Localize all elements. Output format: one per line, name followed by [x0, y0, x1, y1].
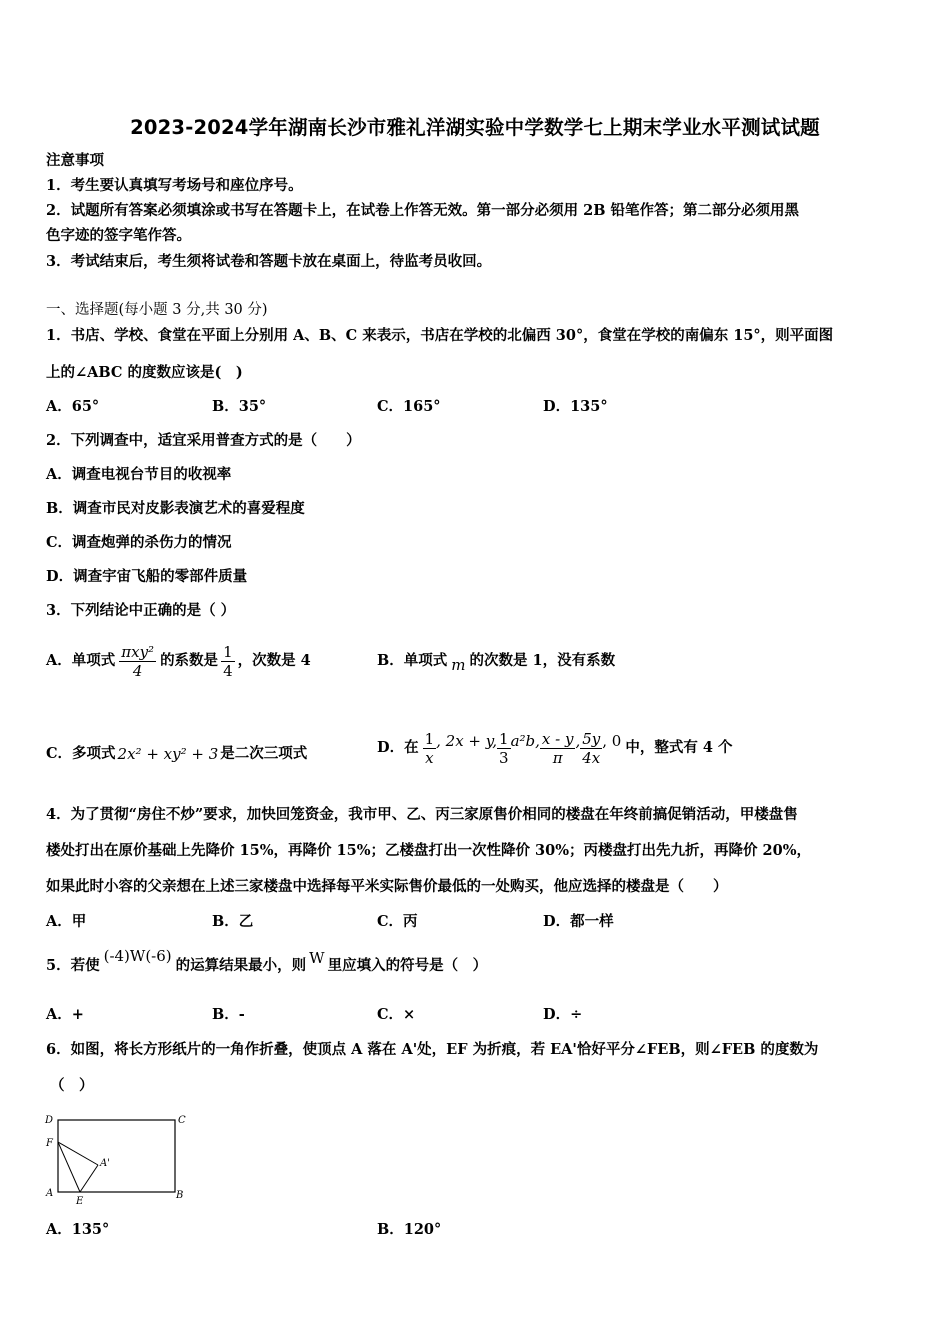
label-a-prime: A'	[100, 1158, 110, 1169]
q2-option-a: A．调查电视台节目的收视率	[46, 466, 232, 483]
fraction-numerator: 1	[223, 642, 233, 661]
fraction-numerator: πxy²	[121, 642, 155, 661]
q5-symbol: W	[309, 949, 325, 967]
fraction-denominator: π	[552, 748, 563, 767]
q2-option-d: D．调查宇宙飞船的零部件质量	[46, 568, 248, 585]
q3-option-d: D．在 $\frac{1}{x}$ , 2x + y, $\frac{1}{3}$ a²b, $\frac{x - y}{\pi}$ , $\frac{5y}{4x}$ , 0 中，整式有 4 个	[377, 729, 733, 767]
q3-c-prefix: C．多项式	[46, 745, 116, 762]
folded-edge-ea	[80, 1165, 98, 1192]
label-a: A	[46, 1188, 54, 1199]
notice-item: 2．试题所有答案必须填涂或书写在答题卡上，在试卷上作答无效。第一部分必须用 2B 铅笔作答；第二部分必须用黑	[46, 202, 800, 219]
folded-rectangle-figure	[40, 1108, 200, 1208]
q6-option-a: A．135°	[46, 1221, 110, 1238]
label-e: E	[76, 1196, 84, 1207]
q5-stem	[46, 942, 487, 990]
q4-stem: 楼处打出在原价基础上先降价 15%，再降价 15%；乙楼盘打出一次性降价 30%；丙楼盘打出先九折，再降价 20%，	[46, 842, 812, 859]
q5-option-a: A．+	[46, 1006, 84, 1023]
q2-option-c: C．调查炮弹的杀伤力的情况	[46, 534, 232, 551]
q4-option-b: B．乙	[212, 913, 254, 930]
label-d: D	[45, 1115, 54, 1126]
q2-option-b: B．调查市民对皮影表演艺术的喜爱程度	[46, 500, 305, 517]
q3-b-variable: m	[451, 656, 466, 674]
notice-heading: 注意事项	[46, 152, 104, 169]
q3-d-fraction-3	[540, 730, 576, 767]
q1-option-a: A．65°	[46, 398, 100, 415]
q3-a-monomial	[119, 643, 156, 680]
q3-a-coefficient	[221, 643, 235, 680]
fraction-numerator: 1	[499, 729, 509, 748]
q6-stem: （ ）	[50, 1077, 94, 1094]
q1-stem: 1．书店、学校、食堂在平面上分别用 A、B、C 来表示，书店在学校的北偏西 30°，食堂在学校的南偏东 15°，则平面图	[46, 327, 834, 344]
q3-d-prefix: D．在	[377, 739, 419, 756]
label-c: C	[178, 1115, 186, 1126]
section-heading: 一、选择题(每小题 3 分,共 30 分)	[46, 302, 268, 318]
q5-mid: 的运算结果最小，则	[175, 957, 307, 974]
q1-stem: 上的∠ABC 的度数应该是( )	[46, 364, 243, 381]
fraction-numerator: x - y	[541, 729, 574, 748]
q3-c-suffix: 是二次三项式	[220, 745, 308, 762]
q4-option-d: D．都一样	[543, 913, 614, 930]
fraction-denominator: x	[425, 748, 434, 767]
q3-option-c	[46, 730, 307, 778]
fraction-denominator: 4	[132, 661, 143, 680]
fraction-denominator: 4	[223, 661, 233, 680]
q2-stem: 2．下列调查中，适宜采用普查方式的是（ ）	[46, 432, 361, 449]
q6-option-b: B．120°	[377, 1221, 442, 1238]
q3-a-suffix: ，次数是 4	[237, 652, 311, 669]
notice-item: 色字迹的签字笔作答。	[46, 227, 191, 244]
notice-item: 1．考生要认真填写考场号和座位序号。	[46, 177, 303, 194]
q1-option-b: B．35°	[212, 398, 267, 415]
q1-option-d: D．135°	[543, 398, 608, 415]
q3-d-term: , 0	[602, 732, 622, 750]
q3-b-suffix: 的次数是 1，没有系数	[469, 652, 616, 669]
q4-option-a: A．甲	[46, 913, 87, 930]
q4-stem: 如果此时小容的父亲想在上述三家楼盘中选择每平米实际售价最低的一处购买，他应选择的楼盘是（ ）	[46, 878, 728, 895]
q5-prefix: 5．若使	[46, 957, 100, 974]
fraction-numerator: 5y	[582, 729, 601, 748]
q3-d-term: , 2x + y,	[436, 732, 498, 750]
q5-expression: (-4)W(-6)	[103, 947, 172, 965]
q3-d-fraction-1	[423, 730, 437, 767]
notice-item: 3．考试结束后，考生须将试卷和答题卡放在桌面上，待监考员收回。	[46, 253, 492, 270]
q4-option-c: C．丙	[377, 913, 418, 930]
q3-stem: 3．下列结论中正确的是（ ）	[46, 602, 236, 619]
q3-d-fraction-2	[497, 730, 511, 767]
q5-option-d: D．÷	[543, 1006, 583, 1023]
q6-stem: 6．如图，将长方形纸片的一角作折叠，使顶点 A 落在 A'处，EF 为折痕，若 EA'恰好平分∠FEB，则∠FEB 的度数为	[46, 1041, 819, 1058]
q3-d-term: a²b,	[510, 732, 540, 750]
q5-suffix: 里应填入的符号是（ ）	[327, 957, 488, 974]
q5-option-b: B．-	[212, 1006, 245, 1023]
q3-b-prefix: B．单项式	[377, 652, 448, 669]
q3-d-fraction-4	[580, 730, 602, 767]
fraction-numerator: 1	[424, 729, 435, 748]
q5-option-c: C．×	[377, 1006, 416, 1023]
label-b: B	[176, 1190, 184, 1201]
fold-line-fe	[58, 1142, 80, 1192]
q3-a-prefix: A．单项式	[46, 652, 116, 669]
q4-stem: 4．为了贯彻“房住不炒”要求，加快回笼资金，我市甲、乙、丙三家原售价相同的楼盘在年终前搞促销活动，甲楼盘售	[46, 806, 798, 823]
q3-c-polynomial: 2x² + xy² + 3	[117, 745, 219, 763]
folded-edge-fa	[58, 1142, 98, 1165]
label-f: F	[46, 1138, 53, 1149]
page-title: 2023-2024学年湖南长沙市雅礼洋湖实验中学数学七上期末学业水平测试试题	[130, 116, 820, 139]
q3-d-suffix: 中，整式有 4 个	[625, 739, 733, 756]
q3-option-b	[377, 637, 615, 685]
fraction-denominator: 4x	[582, 748, 601, 767]
q3-a-mid: 的系数是	[160, 652, 219, 669]
q3-option-a	[46, 637, 311, 685]
fraction-denominator: 3	[499, 748, 509, 767]
q1-option-c: C．165°	[377, 398, 441, 415]
